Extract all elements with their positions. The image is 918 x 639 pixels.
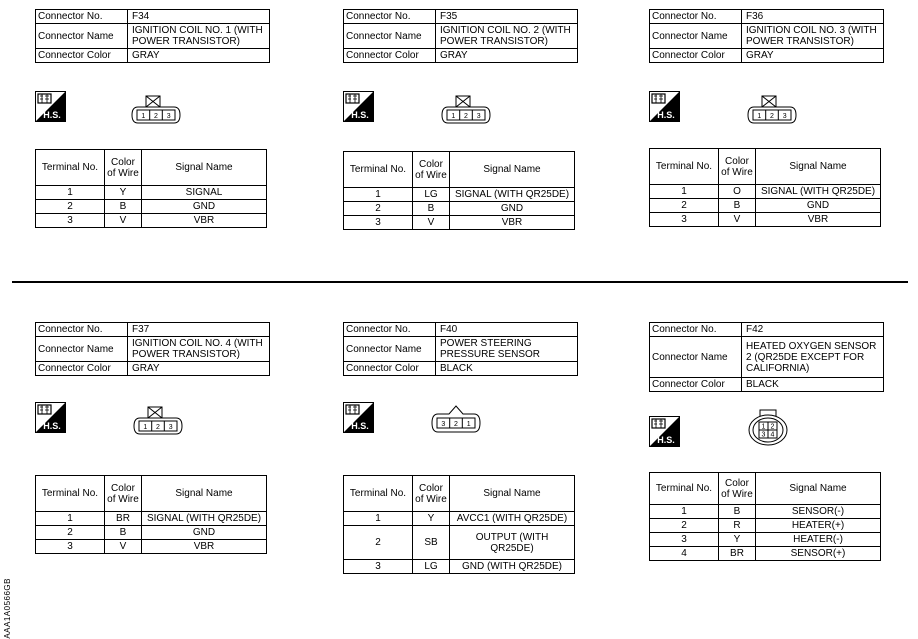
terminal-table: [35, 475, 267, 554]
connector-color-label: Connector Color: [36, 49, 128, 63]
connector-name-value: HEATED OXYGEN SENSOR 2 (QR25DE EXCEPT FOR CALIFORNIA): [742, 337, 884, 378]
table-row: 3 V VBR: [650, 213, 881, 227]
connector-name-value: IGNITION COIL NO. 4 (WITH POWER TRANSISTOR): [128, 337, 270, 362]
pin-label: 1: [141, 113, 146, 120]
table-row: 2 R HEATER(+): [650, 519, 881, 533]
terminal-no-header: Terminal No.: [650, 473, 719, 505]
connector-panel-f36: [649, 9, 884, 225]
hs-icon: [649, 91, 680, 122]
table-row: 3 V VBR: [344, 216, 575, 230]
signal-name-header: Signal Name: [450, 152, 575, 188]
connector-color-value: BLACK: [436, 362, 578, 376]
terminal-no-header: Terminal No.: [344, 476, 413, 512]
color-of-wire-header: Color of Wire: [105, 476, 142, 512]
pin-label: 2: [770, 113, 774, 120]
color-of-wire-header: Color of Wire: [413, 152, 450, 188]
color-of-wire-header: Color of Wire: [413, 476, 450, 512]
pin-label: 3: [168, 424, 173, 431]
connector-face-icon: [440, 95, 492, 130]
connector-color-label: Connector Color: [344, 49, 436, 63]
connector-name-value: IGNITION COIL NO. 2 (WITH POWER TRANSISTOR): [436, 24, 578, 49]
connector-no-label: Connector No.: [650, 10, 742, 24]
pin-label: 2: [156, 424, 160, 431]
connector-no-value: F35: [436, 10, 578, 24]
connector-panel-f42: [649, 322, 884, 559]
connector-info-table: [343, 322, 578, 376]
pin-label: 3: [761, 431, 766, 439]
connector-no-label: Connector No.: [344, 323, 436, 337]
pin-label: 3: [166, 113, 171, 120]
table-row: 3 V VBR: [36, 214, 267, 228]
connector-no-value: F42: [742, 323, 884, 337]
pin-label: 2: [454, 421, 458, 428]
connector-no-label: Connector No.: [36, 323, 128, 337]
pin-label: 4: [770, 431, 775, 439]
pin-label: 3: [782, 113, 787, 120]
connector-color-value: GRAY: [128, 362, 270, 376]
connector-face-icon: [746, 95, 798, 130]
connector-name-value: IGNITION COIL NO. 3 (WITH POWER TRANSISTOR): [742, 24, 884, 49]
hs-label: H.S.: [657, 110, 675, 120]
table-row: 2 SB OUTPUT (WITH QR25DE): [344, 526, 575, 560]
signal-name-header: Signal Name: [142, 476, 267, 512]
connector-no-label: Connector No.: [344, 10, 436, 24]
terminal-table: [649, 148, 881, 227]
hs-icon: [35, 91, 66, 122]
table-row: 1 B SENSOR(-): [650, 505, 881, 519]
pin-label: 2: [464, 113, 468, 120]
connector-face-icon: [132, 406, 184, 441]
terminal-table: [649, 472, 881, 561]
table-row: 3 Y HEATER(-): [650, 533, 881, 547]
connector-info-table: [35, 322, 270, 376]
table-row: 1 Y SIGNAL: [36, 186, 267, 200]
connector-color-value: BLACK: [742, 378, 884, 392]
connector-name-label: Connector Name: [36, 24, 128, 49]
pin-label: 2: [154, 113, 158, 120]
hs-icon: [343, 402, 374, 433]
connector-no-label: Connector No.: [36, 10, 128, 24]
hs-label: H.S.: [351, 421, 369, 431]
pin-label: 1: [757, 113, 762, 120]
connector-no-label: Connector No.: [650, 323, 742, 337]
color-of-wire-header: Color of Wire: [719, 149, 756, 185]
connector-color-value: GRAY: [128, 49, 270, 63]
connector-color-value: GRAY: [742, 49, 884, 63]
hs-label: H.S.: [351, 110, 369, 120]
connector-face-icon: [430, 404, 482, 439]
connector-panel-f35: [343, 9, 578, 228]
color-of-wire-header: Color of Wire: [719, 473, 756, 505]
connector-name-label: Connector Name: [650, 337, 742, 378]
connector-face-icon: [130, 95, 182, 130]
connector-no-value: F40: [436, 323, 578, 337]
pin-label: 3: [441, 421, 446, 428]
pin-label: 1: [761, 423, 766, 431]
connector-info-table: [649, 322, 884, 392]
connector-panel-f40: [343, 322, 578, 572]
table-row: 1 Y AVCC1 (WITH QR25DE): [344, 512, 575, 526]
connector-color-label: Connector Color: [650, 49, 742, 63]
terminal-no-header: Terminal No.: [650, 149, 719, 185]
color-of-wire-header: Color of Wire: [105, 150, 142, 186]
connector-info-table: [343, 9, 578, 63]
connector-color-label: Connector Color: [36, 362, 128, 376]
hs-icon: [343, 91, 374, 122]
connector-no-value: F34: [128, 10, 270, 24]
table-row: 1 LG SIGNAL (WITH QR25DE): [344, 188, 575, 202]
connector-no-value: F37: [128, 323, 270, 337]
terminal-no-header: Terminal No.: [36, 476, 105, 512]
section-divider: [12, 281, 908, 283]
connector-no-value: F36: [742, 10, 884, 24]
hs-label: H.S.: [43, 110, 61, 120]
connector-name-label: Connector Name: [36, 337, 128, 362]
terminal-table: [343, 475, 575, 574]
signal-name-header: Signal Name: [450, 476, 575, 512]
signal-name-header: Signal Name: [142, 150, 267, 186]
terminal-no-header: Terminal No.: [344, 152, 413, 188]
hs-icon: [35, 402, 66, 433]
table-row: 3 LG GND (WITH QR25DE): [344, 560, 575, 574]
connector-info-table: [649, 9, 884, 63]
table-row: 4 BR SENSOR(+): [650, 547, 881, 561]
connector-panel-f34: [35, 9, 270, 226]
table-row: 2 B GND: [36, 200, 267, 214]
pin-label: 1: [143, 424, 148, 431]
connector-panel-f37: [35, 322, 270, 552]
pin-label: 1: [451, 113, 456, 120]
terminal-table: [35, 149, 267, 228]
table-row: 2 B GND: [344, 202, 575, 216]
connector-name-label: Connector Name: [650, 24, 742, 49]
connector-name-label: Connector Name: [344, 24, 436, 49]
table-row: 1 O SIGNAL (WITH QR25DE): [650, 185, 881, 199]
table-row: 2 B GND: [36, 526, 267, 540]
pin-label: 1: [466, 421, 471, 428]
hs-label: H.S.: [657, 435, 675, 445]
document-code: AAA1A0566GB: [3, 578, 12, 639]
pin-label: 2: [770, 423, 775, 431]
connector-name-value: POWER STEERING PRESSURE SENSOR: [436, 337, 578, 362]
connector-color-label: Connector Color: [650, 378, 742, 392]
connector-color-value: GRAY: [436, 49, 578, 63]
pin-label: 3: [476, 113, 481, 120]
connector-name-label: Connector Name: [344, 337, 436, 362]
table-row: 2 B GND: [650, 199, 881, 213]
connector-name-value: IGNITION COIL NO. 1 (WITH POWER TRANSISTOR): [128, 24, 270, 49]
hs-icon: [649, 416, 680, 447]
table-row: 1 BR SIGNAL (WITH QR25DE): [36, 512, 267, 526]
signal-name-header: Signal Name: [756, 473, 881, 505]
connector-info-table: [35, 9, 270, 63]
signal-name-header: Signal Name: [756, 149, 881, 185]
table-row: 3 V VBR: [36, 540, 267, 554]
connector-color-label: Connector Color: [344, 362, 436, 376]
terminal-table: [343, 151, 575, 230]
connector-face-icon: [746, 408, 790, 451]
terminal-no-header: Terminal No.: [36, 150, 105, 186]
hs-label: H.S.: [43, 421, 61, 431]
